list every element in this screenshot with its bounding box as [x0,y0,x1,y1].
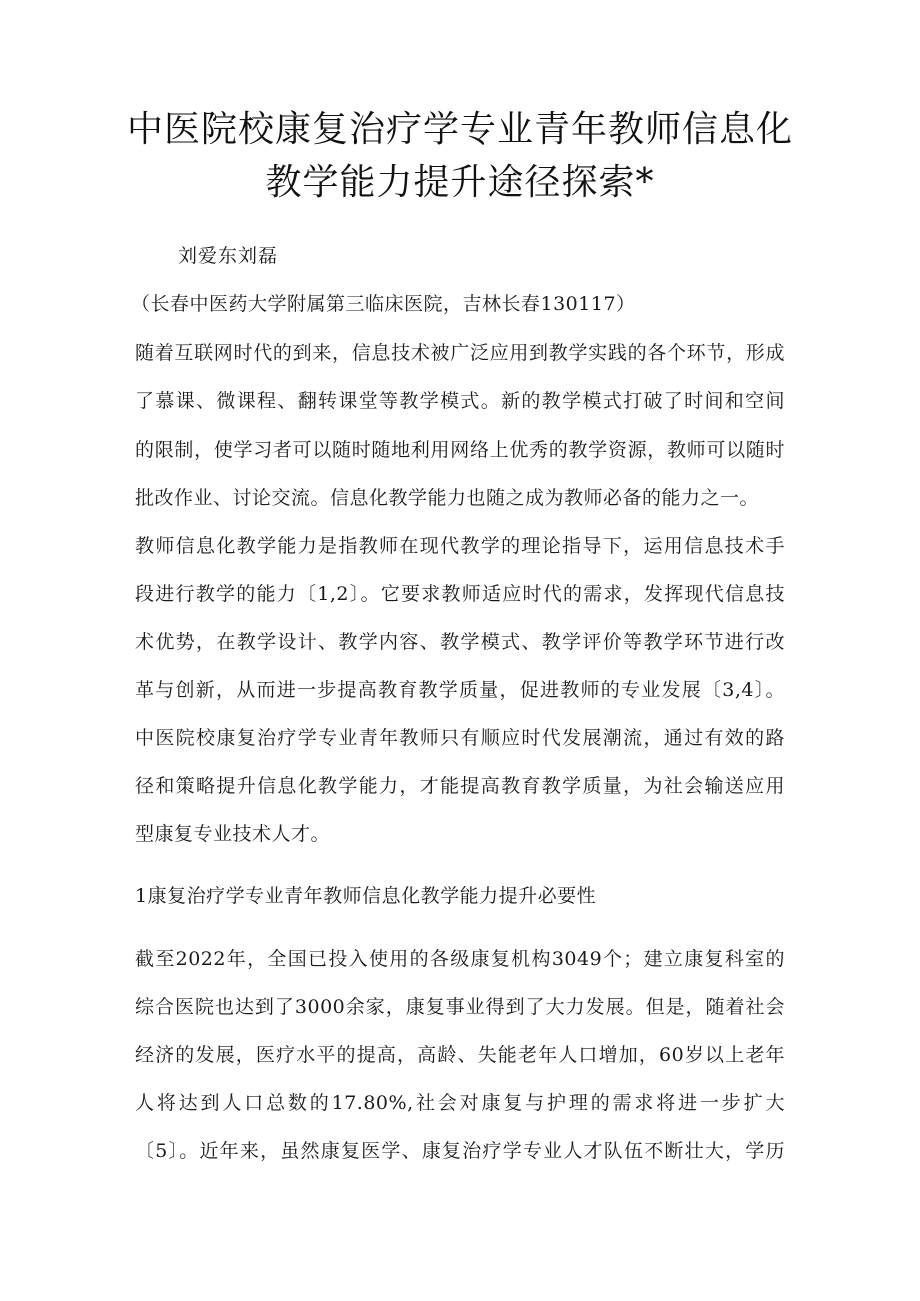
paragraph-2-line: 综合医院也达到了3000余家，康复事业得到了大力发展。但是，随着社会 [135,996,785,1018]
authors: 刘爱东刘磊 [178,245,279,267]
paragraph-1-line: 革与创新，从而进一步提高教育教学质量，促进教师的专业发展〔3,4〕。 [135,679,785,701]
title-line-1: 中医院校康复治疗学专业青年教师信息化 [126,109,793,150]
section-heading: 1康复治疗学专业青年教师信息化教学能力提升必要性 [135,885,597,907]
title-line-2: 教学能力提升途径探索* [265,162,655,203]
paragraph-1-line: 的限制，使学习者可以随时随地利用网络上优秀的教学资源，教师可以随时 [135,439,785,461]
affiliation: （长春中医药大学附属第三临床医院，吉林长春130117） [131,293,636,315]
paragraph-1-line: 了慕课、微课程、翻转课堂等教学模式。新的教学模式打破了时间和空间 [135,390,785,412]
paragraph-2-line: 截至2022年，全国已投入使用的各级康复机构3049个；建立康复科室的 [135,948,785,970]
paragraph-1-line: 段进行教学的能力〔1,2〕。它要求教师适应时代的需求，发挥现代信息技 [135,583,785,605]
paragraph-1-line: 批改作业、讨论交流。信息化教学能力也随之成为教师必备的能力之一。 [135,487,760,509]
paragraph-2-line: 经济的发展，医疗水平的提高，高龄、失能老年人口增加，60岁以上老年 [135,1044,785,1066]
paragraph-2-line: 〔5〕。近年来，虽然康复医学、康复治疗学专业人才队伍不断壮大，学历 [135,1140,785,1162]
paragraph-1-line: 随着互联网时代的到来，信息技术被广泛应用到教学实践的各个环节，形成 [135,342,785,364]
paragraph-1-line: 径和策略提升信息化教学能力，才能提高教育教学质量，为社会输送应用 [135,775,785,797]
paragraph-1-line: 教师信息化教学能力是指教师在现代教学的理论指导下，运用信息技术手 [135,535,785,557]
paragraph-1-line: 中医院校康复治疗学专业青年教师只有顺应时代发展潮流，通过有效的路 [135,727,785,749]
paragraph-2-line: 人将达到人口总数的17.80%,社会对康复与护理的需求将进一步扩大 [135,1092,785,1114]
paragraph-1-line: 术优势，在教学设计、教学内容、教学模式、教学评价等教学环节进行改 [135,631,785,653]
paragraph-1-line: 型康复专业技术人才。 [135,823,331,845]
